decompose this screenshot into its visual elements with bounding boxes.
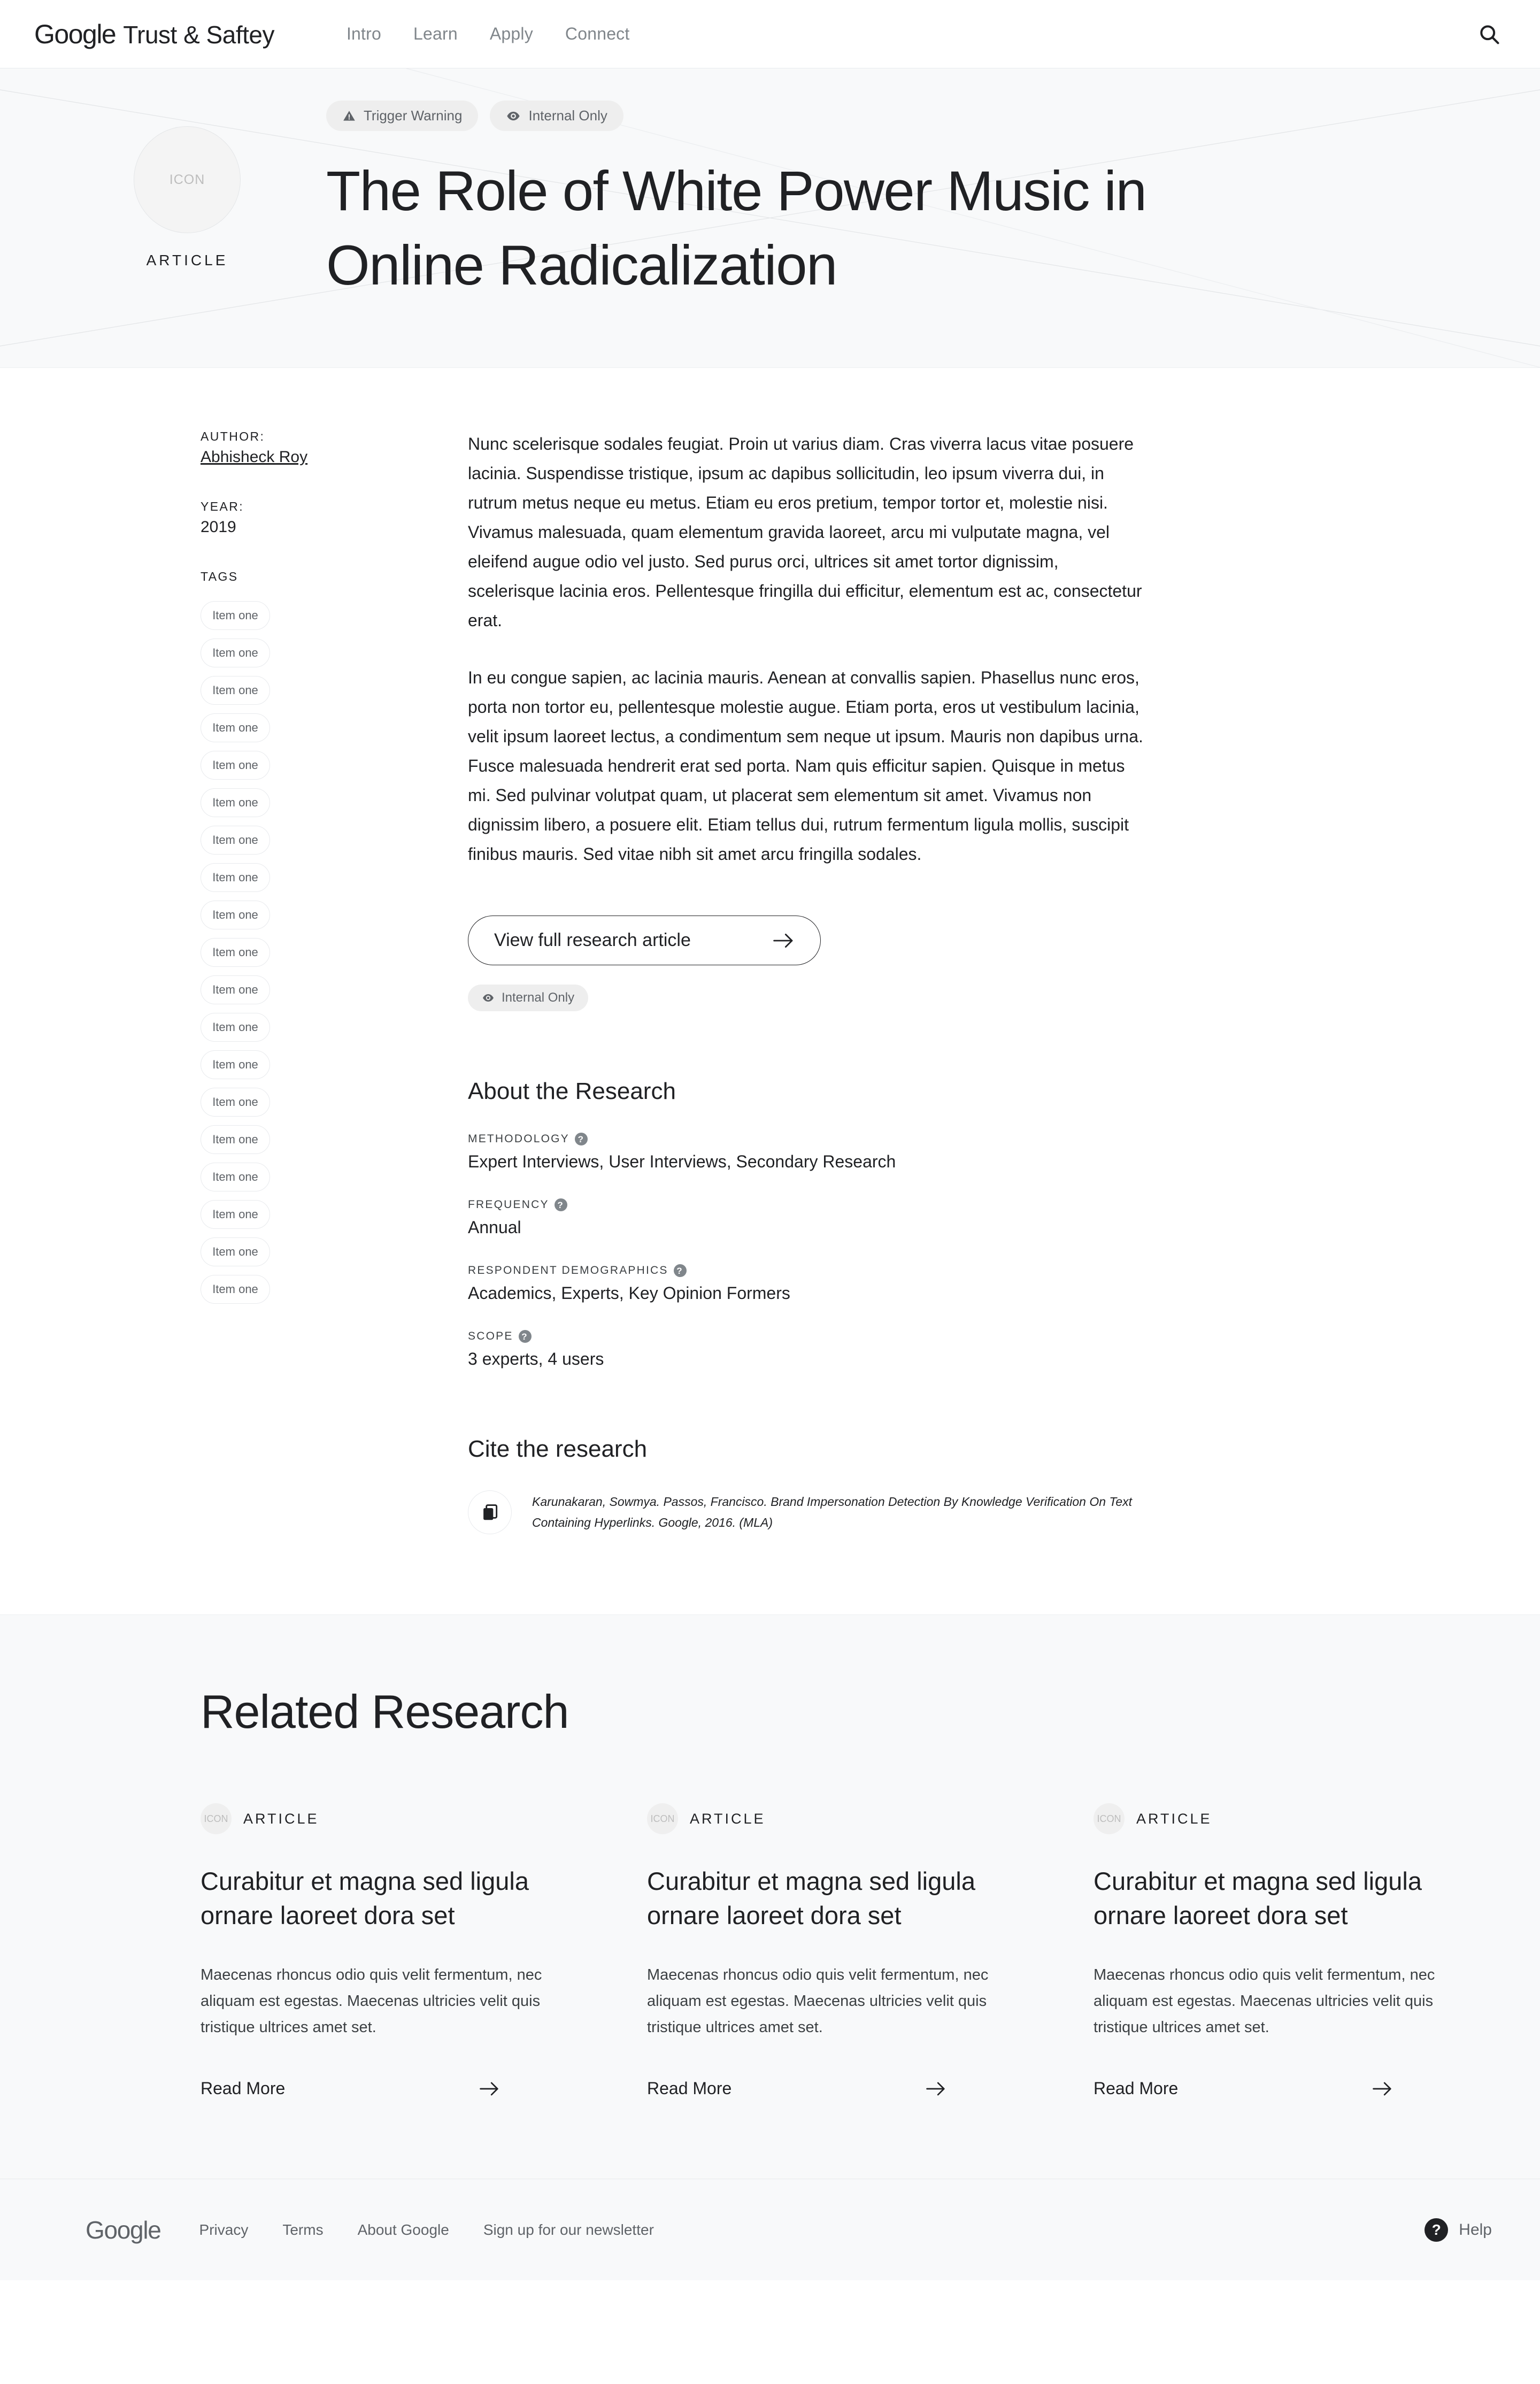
about-research-heading: About the Research — [468, 1078, 676, 1105]
cta-label: View full research article — [494, 930, 691, 951]
arrow-right-icon — [1373, 2081, 1393, 2097]
tag-chip[interactable]: Item one — [201, 601, 270, 630]
nav-item-apply[interactable]: Apply — [489, 24, 533, 43]
badge-internal-only[interactable] — [490, 101, 623, 131]
article-metadata-sidebar — [201, 429, 452, 1534]
tag-chip[interactable]: Item one — [201, 676, 270, 705]
badge-trigger-warning[interactable] — [326, 101, 478, 131]
tag-chip[interactable]: Item one — [201, 826, 270, 855]
card-kicker: ARTICLE — [690, 1810, 766, 1827]
brand-logo[interactable] — [34, 19, 274, 50]
help-circle-icon: ? — [1424, 2218, 1448, 2242]
related-cards-row — [201, 1803, 1540, 2098]
help-button[interactable] — [1424, 2218, 1492, 2242]
badge-label: Internal Only — [528, 107, 607, 124]
tag-chip[interactable]: Item one — [201, 713, 270, 742]
primary-nav — [346, 24, 630, 44]
card-description: Maecenas rhoncus odio quis velit fermentum, nec aliquam est egestas. Maecenas ultricies velit quis tristique ultrices amet set. — [201, 1966, 542, 2036]
card-title: Curabitur et magna sed ligula ornare laoreet dora set — [201, 1867, 529, 1929]
search-button[interactable] — [1473, 18, 1506, 51]
tags-label: TAGS — [201, 570, 238, 583]
nav-item-learn[interactable]: Learn — [413, 24, 458, 43]
help-circle-icon[interactable]: ? — [519, 1330, 532, 1343]
nav-item-connect[interactable]: Connect — [565, 24, 630, 43]
card-header — [647, 1803, 1043, 1834]
read-more-label: Read More — [201, 2079, 286, 2098]
tag-chip[interactable]: Item one — [201, 788, 270, 817]
tag-chip[interactable]: Item one — [201, 1013, 270, 1042]
hero-kicker: ARTICLE — [146, 252, 228, 268]
arrow-right-icon — [480, 2081, 500, 2097]
tag-chip[interactable]: Item one — [201, 1050, 270, 1079]
card-icon-placeholder — [1094, 1803, 1125, 1834]
read-more-link[interactable] — [201, 2079, 500, 2098]
tag-chip[interactable]: Item one — [201, 1237, 270, 1266]
help-circle-icon[interactable]: ? — [575, 1133, 588, 1145]
field-respondent-demographics — [468, 1264, 1147, 1303]
tag-chip[interactable]: Item one — [201, 1200, 270, 1229]
related-card[interactable] — [647, 1803, 1094, 2098]
tag-chip[interactable]: Item one — [201, 1275, 270, 1304]
card-description: Maecenas rhoncus odio quis velit fermentum, nec aliquam est egestas. Maecenas ultricies velit quis tristique ultrices amet set. — [1094, 1966, 1435, 2036]
icon-placeholder-label: ICON — [1097, 1813, 1121, 1824]
card-kicker: ARTICLE — [243, 1810, 319, 1827]
year-label: YEAR: — [201, 499, 244, 513]
article-paragraph-1: Nunc scelerisque sodales feugiat. Proin ut varius diam. Cras viverra lacus vitae posuere lacinia. Suspendisse tristique, ipsum ac dapibus sollicitudin, leo ipsum viverra dui, in rutrum metus neque eu metus. Etiam eu eros pretium, tempor tortor et, molestie nisi. Vivamus malesuada, quam elementum gravida laoreet, arcu mi vulputate magna, vel eleifend augue odio vel justo. Sed purus orci, ultrices sit amet tortor dignissim, scelerisque lacinia eros. Pellentesque fringilla dui efficitur, elementum est ac, consectetur erat. — [468, 434, 1142, 630]
help-circle-icon[interactable]: ? — [674, 1264, 687, 1277]
tag-chip[interactable]: Item one — [201, 975, 270, 1004]
author-label: AUTHOR: — [201, 429, 265, 443]
footer-google-logo: Google — [86, 2216, 161, 2244]
google-wordmark: Google — [34, 19, 116, 49]
citation-text: Karunakaran, Sowmya. Passos, Francisco. Brand Impersonation Detection By Knowledge Verification On Text Containing Hyperlinks. Google, 2016. (MLA) — [532, 1494, 1133, 1530]
read-more-link[interactable] — [1094, 2079, 1393, 2098]
field-value: 3 experts, 4 users — [468, 1349, 604, 1369]
field-label-row — [468, 1198, 1147, 1211]
author-link[interactable]: Abhisheck Roy — [201, 448, 308, 466]
article-icon-placeholder — [134, 126, 241, 233]
related-research-heading: Related Research — [201, 1685, 569, 1739]
top-navigation-bar — [0, 0, 1540, 68]
field-scope — [468, 1330, 1147, 1369]
badge-internal-only-body[interactable] — [468, 985, 588, 1011]
card-title: Curabitur et magna sed ligula ornare laoreet dora set — [1094, 1867, 1422, 1929]
field-label-row — [468, 1133, 1147, 1145]
read-more-label: Read More — [647, 2079, 732, 2098]
field-methodology — [468, 1133, 1147, 1172]
cite-research-heading: Cite the research — [468, 1436, 648, 1463]
tag-chip[interactable]: Item one — [201, 1125, 270, 1154]
icon-placeholder-label: ICON — [204, 1813, 228, 1824]
copy-citation-button[interactable] — [468, 1490, 512, 1534]
year-block — [201, 499, 452, 536]
tag-chip[interactable]: Item one — [201, 901, 270, 929]
field-value: Expert Interviews, User Interviews, Secondary Research — [468, 1152, 896, 1172]
related-research-section — [0, 1614, 1540, 2179]
view-full-article-button[interactable] — [468, 916, 821, 965]
help-circle-icon[interactable]: ? — [555, 1198, 567, 1211]
card-icon-placeholder — [201, 1803, 232, 1834]
footer-links — [199, 2221, 654, 2239]
footer-link-privacy[interactable]: Privacy — [199, 2221, 249, 2238]
card-icon-placeholder — [647, 1803, 678, 1834]
field-label-text: METHODOLOGY — [468, 1133, 569, 1145]
page-footer — [0, 2179, 1540, 2280]
card-kicker: ARTICLE — [1136, 1810, 1212, 1827]
badge-label: Trigger Warning — [364, 107, 463, 124]
tag-chip[interactable]: Item one — [201, 1163, 270, 1191]
author-value — [201, 448, 452, 466]
field-label-text: RESPONDENT DEMOGRAPHICS — [468, 1264, 668, 1277]
field-frequency — [468, 1198, 1147, 1237]
card-title: Curabitur et magna sed ligula ornare laoreet dora set — [647, 1867, 975, 1929]
card-header — [201, 1803, 596, 1834]
tag-chip[interactable]: Item one — [201, 1088, 270, 1117]
footer-link-newsletter[interactable]: Sign up for our newsletter — [483, 2221, 654, 2238]
icon-placeholder-label: ICON — [169, 172, 205, 187]
related-card[interactable] — [1094, 1803, 1540, 2098]
eye-icon — [482, 991, 495, 1004]
tag-chip[interactable]: Item one — [201, 751, 270, 780]
footer-link-about-google[interactable]: About Google — [357, 2221, 449, 2238]
hero-badge-row — [326, 101, 1235, 131]
hero-section — [0, 68, 1540, 368]
article-body — [0, 368, 1540, 1614]
tags-block — [201, 570, 452, 1304]
tag-chip[interactable]: Item one — [201, 938, 270, 967]
eye-icon — [506, 109, 521, 124]
arrow-right-icon — [773, 932, 795, 949]
article-paragraph-2: In eu congue sapien, ac lacinia mauris. Aenean at convallis sapien. Phasellus nunc eros, porta non tortor eu, pellentesque molestie augue. Etiam porta, eros ut vestibulum lacinia, velit ipsum laoreet lectus, a condimentum sem neque ut ipsum. Mauris non dapibus urna. Fusce malesuada hendrerit erat sed porta. Nam quis efficitur sapien. Quisque in metus mi. Sed pulvinar volutpat quam, ut placerat sem elementum sit amet. Vivamus non dignissim libero, a posuere elit. Etiam tellus dui, rutrum fermentum ligula mollis, suscipit finibus mauris. Sed vitae nibh sit amet arcu fringilla sodales. — [468, 668, 1143, 864]
arrow-right-icon — [926, 2081, 946, 2097]
help-label: Help — [1459, 2220, 1492, 2239]
field-label-text: SCOPE — [468, 1330, 513, 1343]
field-label-row — [468, 1264, 1147, 1277]
icon-placeholder-label: ICON — [650, 1813, 675, 1824]
page-title: The Role of White Power Music in Online Radicalization — [326, 160, 1146, 297]
card-description: Maecenas rhoncus odio quis velit fermentum, nec aliquam est egestas. Maecenas ultricies velit quis tristique ultrices amet set. — [647, 1966, 989, 2036]
citation-row — [468, 1490, 1147, 1534]
field-value: Annual — [468, 1218, 521, 1237]
hero-article-badge — [48, 101, 326, 303]
article-content — [468, 429, 1147, 1534]
tag-chip[interactable]: Item one — [201, 639, 270, 667]
field-label-text: FREQUENCY — [468, 1198, 549, 1211]
warning-triangle-icon — [342, 109, 356, 123]
nav-item-intro[interactable]: Intro — [346, 24, 381, 43]
tag-chip[interactable]: Item one — [201, 863, 270, 892]
search-icon — [1477, 22, 1501, 46]
author-block — [201, 429, 452, 466]
read-more-label: Read More — [1094, 2079, 1179, 2098]
badge-label: Internal Only — [502, 990, 575, 1005]
product-name: Trust & Saftey — [123, 20, 274, 49]
tag-list — [201, 601, 452, 1304]
footer-link-terms[interactable]: Terms — [282, 2221, 324, 2238]
related-card[interactable] — [201, 1803, 647, 2098]
field-value: Academics, Experts, Key Opinion Formers — [468, 1283, 790, 1303]
copy-icon — [480, 1502, 500, 1522]
year-value: 2019 — [201, 518, 236, 536]
card-header — [1094, 1803, 1489, 1834]
field-label-row — [468, 1330, 1147, 1343]
read-more-link[interactable] — [647, 2079, 946, 2098]
